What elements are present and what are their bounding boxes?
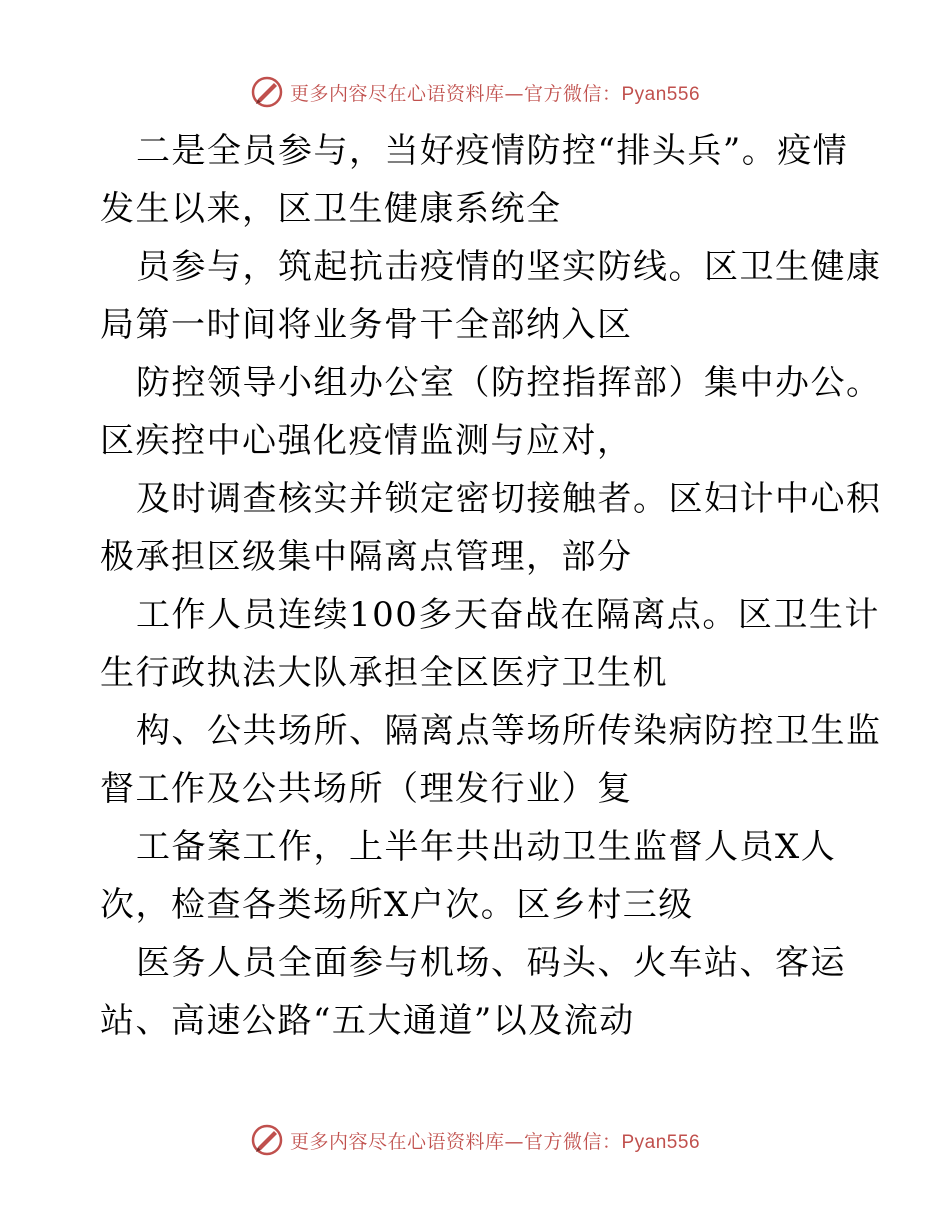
- text-line: 区疾控中心强化疫情监测与应对，: [100, 421, 633, 461]
- text-line: 次，检查各类场所X户次。区乡村三级: [100, 885, 694, 925]
- footer-watermark-banner: [0, 1120, 950, 1160]
- header-watermark-text: 更多内容尽在心语资料库—官方微信：: [289, 82, 622, 105]
- text-line: 医务人员全面参与机场、码头、火车站、客运: [136, 943, 846, 983]
- text-line: 及时调查核实并锁定密切接触者。区妇计中心积: [136, 479, 882, 519]
- footer-watermark-handle: Pyan556: [621, 1131, 701, 1153]
- footer-watermark-text: 更多内容尽在心语资料库—官方微信：: [289, 1130, 622, 1153]
- body-text: [100, 122, 882, 1050]
- text-line: 生行政执法大队承担全区医疗卫生机: [100, 653, 668, 693]
- text-line: 发生以来，区卫生健康系统全: [100, 189, 562, 229]
- text-line: 防控领导小组办公室（防控指挥部）集中办公。: [136, 363, 882, 403]
- pen-logo-icon: [250, 75, 284, 109]
- text-line: 极承担区级集中隔离点管理，部分: [100, 537, 633, 577]
- text-line: 员参与，筑起抗击疫情的坚实防线。区卫生健康: [136, 247, 882, 287]
- text-line: 二是全员参与，当好疫情防控“排头兵”。疫情: [136, 131, 849, 171]
- header-watermark-handle: Pyan556: [621, 83, 701, 105]
- text-line: 工作人员连续100多天奋战在隔离点。区卫生计: [136, 595, 880, 635]
- text-line: 站、高速公路“五大通道”以及流动: [100, 1001, 635, 1041]
- pen-logo-icon: [250, 1123, 284, 1157]
- text-line: 局第一时间将业务骨干全部纳入区: [100, 305, 633, 345]
- header-watermark-banner: [0, 72, 950, 112]
- text-line: 督工作及公共场所（理发行业）复: [100, 769, 633, 809]
- text-line: 工备案工作，上半年共出动卫生监督人员X人: [136, 827, 837, 867]
- text-line: 构、公共场所、隔离点等场所传染病防控卫生监: [136, 711, 882, 751]
